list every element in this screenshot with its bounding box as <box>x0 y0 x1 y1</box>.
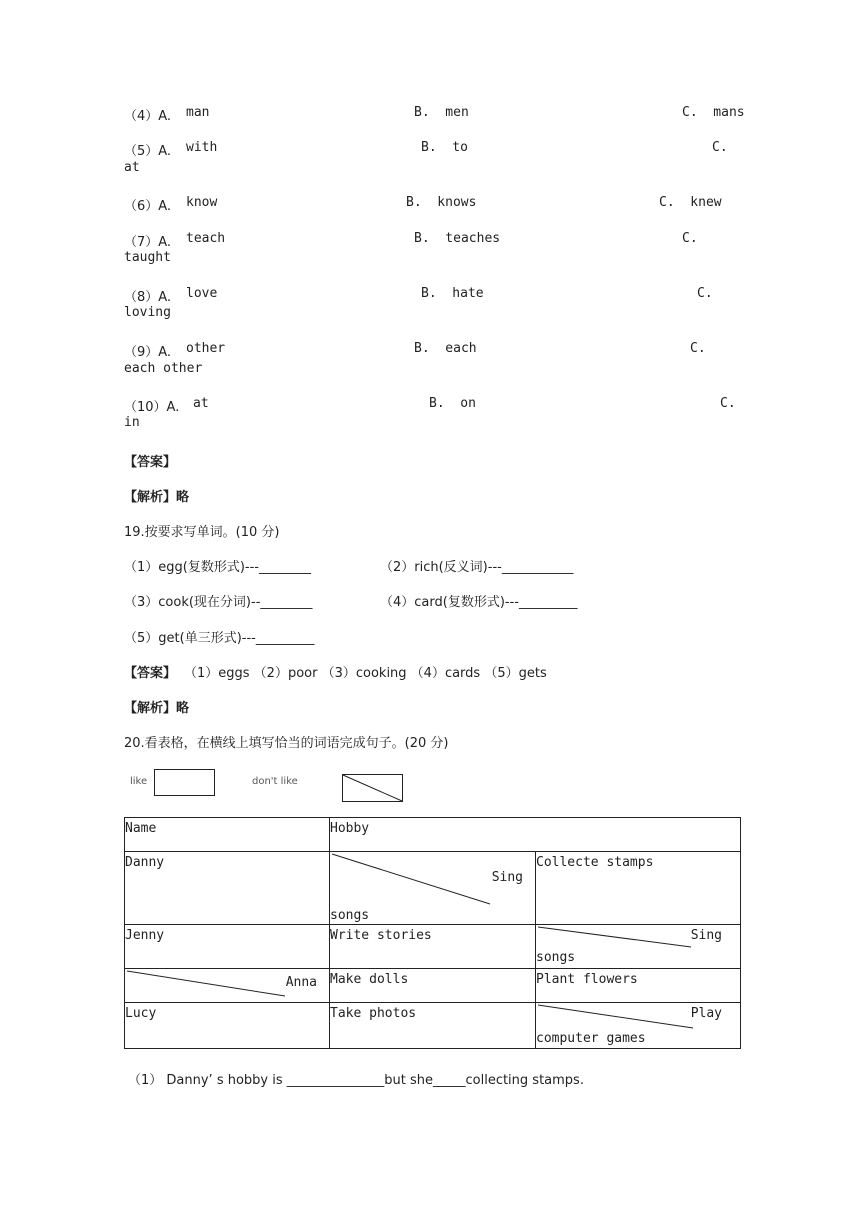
option-row-10-num: （10）A. <box>124 400 180 415</box>
option-row-10-b: B. on <box>429 396 476 411</box>
option-row-10-c-wrap: in <box>124 415 140 430</box>
lucy-name: Lucy <box>125 1006 157 1021</box>
q19-title: 19.按要求写单词。(10 分) <box>124 525 280 540</box>
option-row-8-a: love <box>186 286 218 301</box>
option-row-4-c: C. mans <box>682 105 745 120</box>
lucy-hobby1-cell <box>330 1003 536 1049</box>
anna-hobby1-cell <box>330 969 536 1003</box>
q19-item-3: （3）cook(现在分词)--________ <box>124 595 313 610</box>
option-row-6-num: （6）A. <box>124 199 172 214</box>
option-row-7-num: （7）A. <box>124 235 172 250</box>
option-row-5-b: B. to <box>421 140 468 155</box>
lucy-hobby2-a: Play <box>690 1006 722 1021</box>
option-row-8-num: （8）A. <box>124 290 172 305</box>
option-row-8-c: C. <box>697 286 713 301</box>
option-row-4-b: B. men <box>414 105 469 120</box>
legend-like-box <box>154 769 215 796</box>
header-hobby-cell <box>330 818 741 852</box>
q19-analysis: 【解析】略 <box>124 701 190 716</box>
q19-item-1: （1）egg(复数形式)---________ <box>124 560 311 575</box>
option-row-6-c: C. knew <box>659 195 722 210</box>
danny-name-cell <box>125 852 330 925</box>
option-row-9-c: C. <box>690 341 706 356</box>
option-row-8-c-wrap: loving <box>124 305 171 320</box>
option-row-7-c: C. <box>682 231 698 246</box>
jenny-hobby2-b: songs <box>536 950 576 965</box>
option-row-5-num: （5）A. <box>124 144 172 159</box>
danny-hobby2: Collecte stamps <box>536 855 654 870</box>
option-row-5-a: with <box>186 140 218 155</box>
option-row-4-num: （4）A. <box>124 109 172 124</box>
q18-analysis: 【解析】略 <box>124 490 190 505</box>
lucy-name-cell <box>125 1003 330 1049</box>
option-row-7-a: teach <box>186 231 226 246</box>
header-hobby: Hobby <box>330 821 370 836</box>
q19-item-2: （2）rich(反义词)---___________ <box>380 560 574 575</box>
q19-answer-label: 【答案】 <box>124 666 177 681</box>
anna-name: Anna <box>285 975 317 990</box>
table-row <box>125 852 741 925</box>
legend-dislike-box <box>342 774 403 802</box>
legend-dislike-slash <box>343 775 402 801</box>
legend-like-label: like <box>130 776 148 787</box>
jenny-hobby2-a: Sing <box>690 928 722 943</box>
danny-hobby2-cell <box>536 852 741 925</box>
table-row <box>125 969 741 1003</box>
option-row-4-a: man <box>186 105 210 120</box>
table-row <box>125 818 741 852</box>
table-row <box>125 925 741 969</box>
q18-answer-label: 【答案】 <box>124 455 177 470</box>
option-row-6-b: B. knows <box>406 195 477 210</box>
option-row-6-a: know <box>186 195 218 210</box>
danny-hobby1-a: Sing <box>491 870 523 885</box>
option-row-8-b: B. hate <box>421 286 484 301</box>
q19-item-5: （5）get(单三形式)---_________ <box>124 631 315 646</box>
q19-item-4: （4）card(复数形式)---_________ <box>380 595 578 610</box>
jenny-name: Jenny <box>125 928 165 943</box>
option-row-10-c: C. <box>720 396 736 411</box>
option-row-5-c: C. <box>712 140 728 155</box>
option-row-10-a: at <box>193 396 209 411</box>
option-row-7-b: B. teaches <box>414 231 501 246</box>
jenny-hobby2-cell <box>536 925 741 969</box>
legend-dislike-label: don't like <box>252 776 298 787</box>
danny-hobby1-cell <box>330 852 536 925</box>
q19-answer-text: （1）eggs （2）poor （3）cooking （4）cards （5）gets <box>184 666 547 681</box>
option-row-9-a: other <box>186 341 226 356</box>
anna-hobby2: Plant flowers <box>536 972 638 987</box>
header-name: Name <box>125 821 157 836</box>
jenny-name-cell <box>125 925 330 969</box>
lucy-hobby2-cell <box>536 1003 741 1049</box>
option-row-7-c-wrap: taught <box>124 250 171 265</box>
option-row-5-c-wrap: at <box>124 160 140 175</box>
option-row-9-c-wrap: each other <box>124 361 203 376</box>
q20-sentence-1: （1） Danny’ s hobby is _______________but she_____collecting stamps. <box>128 1073 584 1088</box>
header-name-cell <box>125 818 330 852</box>
q20-title: 20.看表格，在横线上填写恰当的词语完成句子。(20 分) <box>124 736 449 751</box>
jenny-hobby1-cell <box>330 925 536 969</box>
danny-hobby1-b: songs <box>330 908 370 923</box>
anna-hobby2-cell <box>536 969 741 1003</box>
lucy-hobby2-b: computer games <box>536 1031 646 1046</box>
anna-name-cell <box>125 969 330 1003</box>
lucy-hobby1: Take photos <box>330 1006 417 1021</box>
danny-name: Danny <box>125 855 165 870</box>
table-row <box>125 1003 741 1049</box>
option-row-9-num: （9）A. <box>124 345 172 360</box>
option-row-9-b: B. each <box>414 341 477 356</box>
jenny-hobby1: Write stories <box>330 928 432 943</box>
hobby-table <box>124 817 741 1049</box>
anna-hobby1: Make dolls <box>330 972 409 987</box>
